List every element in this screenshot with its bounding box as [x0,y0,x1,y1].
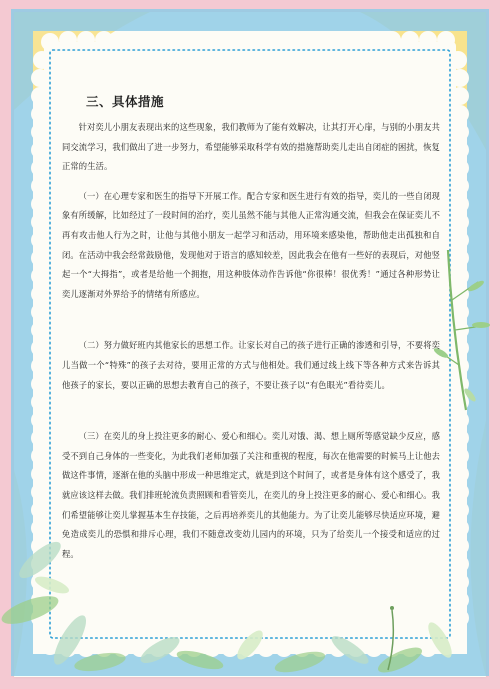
measure-three-paragraph: （三）在奕儿的身上投注更多的耐心、爱心和细心。奕儿对饿、渴、想上厕所等感觉缺少反应，感受不到自己身体的一些变化，为此我们老师加强了关注和重视的程度，每次在他需要的时候马上让他去做这件事情，逐渐在他的头脑中形成一种思维定式，就是到这个时间了，或者是身体有这个感受了，我就应该这样去做。我们排班轮流负责照顾和看管奕儿，在奕儿的身上投注更多的耐心、爱心和细心。我们希望能够让奕儿掌握基本生存技能，之后再培养奕儿的其他能力。为了让奕儿能够尽快适应环境，避免造成奕儿的恐惧和排斥心理，我们不随意改变幼儿园内的环境，只为了给奕儿一个接受和适应的过程。 [62,431,440,559]
section-heading: 三、具体措施 [86,94,165,109]
intro-paragraph: 针对奕儿小朋友表现出来的这些现象，我们教师为了能有效解决，让其打开心扉，与别的小朋友共同交流学习，我们做出了进一步努力，希望能够采取科学有效的措施帮助奕儿走出自闭症的困扰，恢复正常的生活。 [62,122,440,172]
document-body [62,92,440,564]
measure-two-paragraph: （二）努力做好班内其他家长的思想工作。让家长对自己的孩子进行正确的渗透和引导，不要将奕儿当做一个“特殊”的孩子去对待，要用正常的方式与他相处。我们通过线上线下等各种方式来告诉其他孩子的家长，要以正确的思想去教育自己的孩子，不要让孩子以“有色眼光”看待奕儿。 [62,340,440,390]
measure-one-paragraph: （一）在心理专家和医生的指导下开展工作。配合专家和医生进行有效的指导，奕儿的一些自闭现象有所缓解，比如经过了一段时间的治疗，奕儿虽然不能与其他人正常沟通交流，但我会在保证奕儿不再有攻击他人行为之时，让他与其他小朋友一起学习和活动，用环境来感染他，帮助他走出孤独和自闭。在活动中我会经常鼓励他，发现他对于语言的感知较差，因此我会在他有一些好的表现后，对他竖起一个“大拇指”，或者是给他一个拥抱，用这种肢体动作告诉他“你很棒！很优秀！”通过各种形势让奕儿逐渐对外界给予的情绪有所感应。 [62,190,440,299]
